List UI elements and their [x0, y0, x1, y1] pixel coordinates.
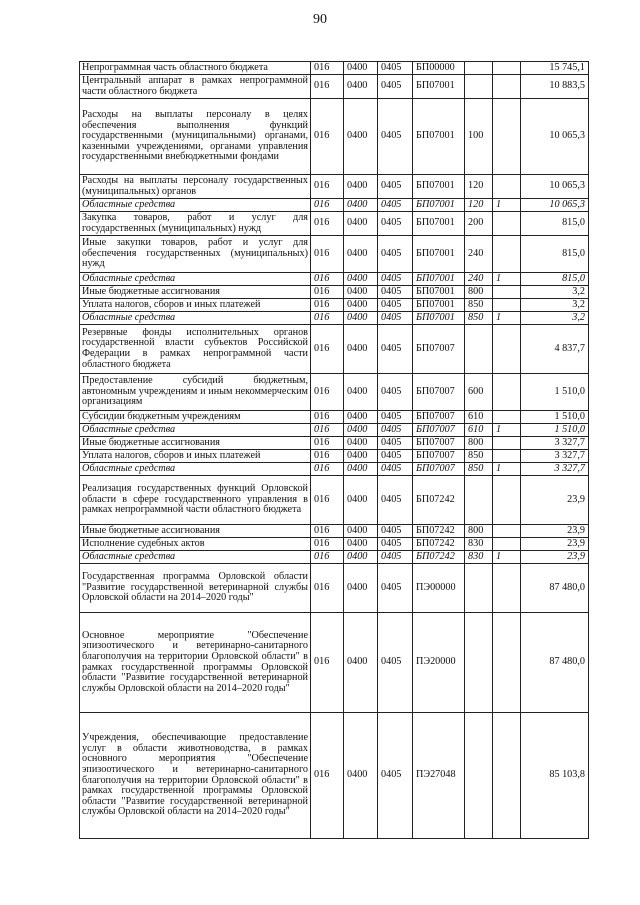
ministry-code-cell: 016 [311, 374, 344, 411]
target-article-cell: БП07001 [413, 175, 465, 199]
funding-source-cell [493, 450, 521, 463]
table-row [80, 286, 589, 299]
item-name-cell: Областные средства [80, 199, 311, 212]
funding-source-cell [493, 62, 521, 75]
subsection-code-cell: 0405 [378, 312, 413, 325]
section-code-cell: 0400 [344, 236, 378, 273]
subsection-code-cell: 0405 [378, 613, 413, 713]
subsection-code-cell: 0405 [378, 236, 413, 273]
ministry-code-cell: 016 [311, 99, 344, 175]
ministry-code-cell: 016 [311, 538, 344, 551]
amount-cell: 815,0 [521, 212, 589, 236]
amount-cell: 3 327,7 [521, 437, 589, 450]
subsection-code-cell: 0405 [378, 199, 413, 212]
target-article-cell: БП07001 [413, 99, 465, 175]
item-name-cell: Областные средства [80, 551, 311, 564]
subsection-code-cell: 0405 [378, 411, 413, 424]
funding-source-cell [493, 564, 521, 613]
amount-cell: 815,0 [521, 236, 589, 273]
table-row [80, 62, 589, 75]
item-name-cell: Иные бюджетные ассигнования [80, 437, 311, 450]
funding-source-cell [493, 411, 521, 424]
funding-source-cell: 1 [493, 424, 521, 437]
section-code-cell: 0400 [344, 713, 378, 839]
item-name-cell: Уплата налогов, сборов и иных платежей [80, 299, 311, 312]
ministry-code-cell: 016 [311, 199, 344, 212]
subsection-code-cell: 0405 [378, 450, 413, 463]
subsection-code-cell: 0405 [378, 424, 413, 437]
item-name-cell: Иные бюджетные ассигнования [80, 286, 311, 299]
expense-type-cell: 120 [465, 199, 493, 212]
item-name-cell: Закупка товаров, работ и услуг для государственных (муниципальных) нужд [80, 212, 311, 236]
amount-cell: 10 065,3 [521, 99, 589, 175]
amount-cell: 85 103,8 [521, 713, 589, 839]
target-article-cell: БП07242 [413, 476, 465, 525]
table-row [80, 75, 589, 99]
expense-type-cell: 800 [465, 437, 493, 450]
amount-cell: 23,9 [521, 538, 589, 551]
section-code-cell: 0400 [344, 199, 378, 212]
subsection-code-cell: 0405 [378, 286, 413, 299]
subsection-code-cell: 0405 [378, 99, 413, 175]
target-article-cell: БП07001 [413, 236, 465, 273]
table-row [80, 175, 589, 199]
expense-type-cell: 800 [465, 525, 493, 538]
funding-source-cell [493, 374, 521, 411]
ministry-code-cell: 016 [311, 299, 344, 312]
expense-type-cell: 240 [465, 273, 493, 286]
section-code-cell: 0400 [344, 75, 378, 99]
item-name-cell: Резервные фонды исполнительных органов государственной власти субъектов Российской Федерации в рамках непрограммной части областного бюджета [80, 325, 311, 374]
subsection-code-cell: 0405 [378, 564, 413, 613]
expense-type-cell [465, 476, 493, 525]
amount-cell: 4 837,7 [521, 325, 589, 374]
funding-source-cell [493, 236, 521, 273]
target-article-cell: БП07001 [413, 299, 465, 312]
target-article-cell: БП07007 [413, 463, 465, 476]
expense-type-cell: 600 [465, 374, 493, 411]
amount-cell: 87 480,0 [521, 613, 589, 713]
table-row [80, 312, 589, 325]
target-article-cell: БП07001 [413, 312, 465, 325]
ministry-code-cell: 016 [311, 551, 344, 564]
subsection-code-cell: 0405 [378, 463, 413, 476]
item-name-cell: Центральный аппарат в рамках непрограммной части областного бюджета [80, 75, 311, 99]
expense-type-cell [465, 713, 493, 839]
section-code-cell: 0400 [344, 476, 378, 525]
funding-source-cell: 1 [493, 551, 521, 564]
target-article-cell: БП07242 [413, 551, 465, 564]
item-name-cell: Расходы на выплаты персоналу в целях обеспечения выполнения функций государственными (муниципальными) органами, казенными учреждениями, органами управления государственными внебюджетными фондами [80, 99, 311, 175]
item-name-cell: Исполнение судебных актов [80, 538, 311, 551]
table-row [80, 713, 589, 839]
target-article-cell: БП07007 [413, 424, 465, 437]
section-code-cell: 0400 [344, 273, 378, 286]
target-article-cell: БП07001 [413, 199, 465, 212]
table-row [80, 538, 589, 551]
ministry-code-cell: 016 [311, 212, 344, 236]
subsection-code-cell: 0405 [378, 713, 413, 839]
item-name-cell: Областные средства [80, 424, 311, 437]
expense-type-cell: 100 [465, 99, 493, 175]
amount-cell: 87 480,0 [521, 564, 589, 613]
section-code-cell: 0400 [344, 525, 378, 538]
funding-source-cell [493, 476, 521, 525]
funding-source-cell [493, 525, 521, 538]
ministry-code-cell: 016 [311, 325, 344, 374]
expense-type-cell [465, 564, 493, 613]
section-code-cell: 0400 [344, 325, 378, 374]
target-article-cell: БП07242 [413, 525, 465, 538]
amount-cell: 3 327,7 [521, 463, 589, 476]
item-name-cell: Реализация государственных функций Орловской области в сфере государственного управления в рамках непрограммной части областного бюджета [80, 476, 311, 525]
item-name-cell: Непрограммная часть областного бюджета [80, 62, 311, 75]
subsection-code-cell: 0405 [378, 538, 413, 551]
expense-type-cell: 830 [465, 551, 493, 564]
expense-type-cell [465, 325, 493, 374]
ministry-code-cell: 016 [311, 525, 344, 538]
expense-type-cell [465, 62, 493, 75]
funding-source-cell [493, 299, 521, 312]
ministry-code-cell: 016 [311, 713, 344, 839]
subsection-code-cell: 0405 [378, 551, 413, 564]
ministry-code-cell: 016 [311, 476, 344, 525]
expense-type-cell: 850 [465, 463, 493, 476]
target-article-cell: ПЭ20000 [413, 613, 465, 713]
item-name-cell: Областные средства [80, 273, 311, 286]
funding-source-cell [493, 212, 521, 236]
target-article-cell: БП07007 [413, 325, 465, 374]
section-code-cell: 0400 [344, 212, 378, 236]
section-code-cell: 0400 [344, 286, 378, 299]
expense-type-cell [465, 75, 493, 99]
item-name-cell: Расходы на выплаты персоналу государственных (муниципальных) органов [80, 175, 311, 199]
amount-cell: 1 510,0 [521, 374, 589, 411]
subsection-code-cell: 0405 [378, 175, 413, 199]
table-row [80, 199, 589, 212]
table-row [80, 299, 589, 312]
amount-cell: 23,9 [521, 476, 589, 525]
subsection-code-cell: 0405 [378, 212, 413, 236]
table-row [80, 212, 589, 236]
section-code-cell: 0400 [344, 374, 378, 411]
subsection-code-cell: 0405 [378, 476, 413, 525]
target-article-cell: БП07007 [413, 437, 465, 450]
subsection-code-cell: 0405 [378, 273, 413, 286]
target-article-cell: БП07001 [413, 212, 465, 236]
expense-type-cell: 610 [465, 411, 493, 424]
expense-type-cell: 850 [465, 299, 493, 312]
table-row [80, 374, 589, 411]
item-name-cell: Областные средства [80, 463, 311, 476]
expense-type-cell: 240 [465, 236, 493, 273]
amount-cell: 1 510,0 [521, 424, 589, 437]
target-article-cell: БП07001 [413, 273, 465, 286]
subsection-code-cell: 0405 [378, 62, 413, 75]
section-code-cell: 0400 [344, 450, 378, 463]
table-row [80, 424, 589, 437]
amount-cell: 3 327,7 [521, 450, 589, 463]
section-code-cell: 0400 [344, 538, 378, 551]
target-article-cell: БП07001 [413, 75, 465, 99]
amount-cell: 3,2 [521, 299, 589, 312]
table-row [80, 273, 589, 286]
item-name-cell: Уплата налогов, сборов и иных платежей [80, 450, 311, 463]
section-code-cell: 0400 [344, 312, 378, 325]
funding-source-cell: 1 [493, 273, 521, 286]
table-row [80, 476, 589, 525]
amount-cell: 10 883,5 [521, 75, 589, 99]
ministry-code-cell: 016 [311, 236, 344, 273]
expense-type-cell: 830 [465, 538, 493, 551]
item-name-cell: Государственная программа Орловской области "Развитие государственной ветеринарной службы Орловской области на 2014–2020 годы" [80, 564, 311, 613]
section-code-cell: 0400 [344, 62, 378, 75]
expense-type-cell: 850 [465, 450, 493, 463]
table-row [80, 525, 589, 538]
target-article-cell: ПЭ00000 [413, 564, 465, 613]
ministry-code-cell: 016 [311, 312, 344, 325]
subsection-code-cell: 0405 [378, 325, 413, 374]
section-code-cell: 0400 [344, 613, 378, 713]
section-code-cell: 0400 [344, 551, 378, 564]
ministry-code-cell: 016 [311, 463, 344, 476]
funding-source-cell: 1 [493, 312, 521, 325]
ministry-code-cell: 016 [311, 424, 344, 437]
funding-source-cell [493, 437, 521, 450]
table-row [80, 236, 589, 273]
ministry-code-cell: 016 [311, 564, 344, 613]
ministry-code-cell: 016 [311, 273, 344, 286]
target-article-cell: БП00000 [413, 62, 465, 75]
item-name-cell: Иные бюджетные ассигнования [80, 525, 311, 538]
budget-table-body [80, 62, 589, 839]
ministry-code-cell: 016 [311, 286, 344, 299]
table-row [80, 437, 589, 450]
table-row [80, 411, 589, 424]
table-row [80, 551, 589, 564]
target-article-cell: ПЭ27048 [413, 713, 465, 839]
target-article-cell: БП07001 [413, 286, 465, 299]
table-row [80, 450, 589, 463]
section-code-cell: 0400 [344, 463, 378, 476]
funding-source-cell [493, 538, 521, 551]
section-code-cell: 0400 [344, 175, 378, 199]
item-name-cell: Основное мероприятие "Обеспечение эпизоотического и ветеринарно-санитарного благополучия на территории Орловской области" в рамках государственной программы Орловской области "Развитие государственной ветеринарной службы Орловской области на 2014–2020 годы" [80, 613, 311, 713]
amount-cell: 3,2 [521, 312, 589, 325]
expense-type-cell: 610 [465, 424, 493, 437]
funding-source-cell [493, 713, 521, 839]
subsection-code-cell: 0405 [378, 75, 413, 99]
amount-cell: 815,0 [521, 273, 589, 286]
item-name-cell: Иные закупки товаров, работ и услуг для обеспечения государственных (муниципальных) нужд [80, 236, 311, 273]
expense-type-cell: 800 [465, 286, 493, 299]
expense-type-cell: 120 [465, 175, 493, 199]
target-article-cell: БП07007 [413, 450, 465, 463]
section-code-cell: 0400 [344, 299, 378, 312]
page-number: 90 [313, 12, 327, 27]
amount-cell: 23,9 [521, 525, 589, 538]
expense-type-cell: 850 [465, 312, 493, 325]
amount-cell: 1 510,0 [521, 411, 589, 424]
amount-cell: 15 745,1 [521, 62, 589, 75]
item-name-cell: Предоставление субсидий бюджетным, автономным учреждениям и иным некоммерческим организациям [80, 374, 311, 411]
expense-type-cell [465, 613, 493, 713]
subsection-code-cell: 0405 [378, 525, 413, 538]
table-row [80, 564, 589, 613]
amount-cell: 10 065,3 [521, 175, 589, 199]
section-code-cell: 0400 [344, 424, 378, 437]
amount-cell: 10 065,3 [521, 199, 589, 212]
item-name-cell: Субсидии бюджетным учреждениям [80, 411, 311, 424]
budget-table [79, 61, 589, 839]
funding-source-cell: 1 [493, 463, 521, 476]
subsection-code-cell: 0405 [378, 374, 413, 411]
ministry-code-cell: 016 [311, 613, 344, 713]
table-row [80, 99, 589, 175]
ministry-code-cell: 016 [311, 450, 344, 463]
item-name-cell: Учреждения, обеспечивающие предоставление услуг в области животноводства, в рамках основного мероприятия "Обеспечение эпизоотического и ветеринарно-санитарного благополучия на территории Орловской области" в рамках государственной программы Орловской области "Развитие государственной ветеринарной службы Орловской области на 2014–2020 годы" [80, 713, 311, 839]
ministry-code-cell: 016 [311, 175, 344, 199]
table-row [80, 463, 589, 476]
funding-source-cell [493, 286, 521, 299]
target-article-cell: БП07242 [413, 538, 465, 551]
ministry-code-cell: 016 [311, 75, 344, 99]
funding-source-cell [493, 613, 521, 713]
table-row [80, 325, 589, 374]
section-code-cell: 0400 [344, 99, 378, 175]
subsection-code-cell: 0405 [378, 437, 413, 450]
section-code-cell: 0400 [344, 411, 378, 424]
item-name-cell: Областные средства [80, 312, 311, 325]
target-article-cell: БП07007 [413, 411, 465, 424]
ministry-code-cell: 016 [311, 437, 344, 450]
funding-source-cell [493, 99, 521, 175]
funding-source-cell: 1 [493, 199, 521, 212]
table-row [80, 613, 589, 713]
amount-cell: 23,9 [521, 551, 589, 564]
ministry-code-cell: 016 [311, 62, 344, 75]
funding-source-cell [493, 175, 521, 199]
funding-source-cell [493, 75, 521, 99]
section-code-cell: 0400 [344, 437, 378, 450]
section-code-cell: 0400 [344, 564, 378, 613]
expense-type-cell: 200 [465, 212, 493, 236]
funding-source-cell [493, 325, 521, 374]
subsection-code-cell: 0405 [378, 299, 413, 312]
ministry-code-cell: 016 [311, 411, 344, 424]
target-article-cell: БП07007 [413, 374, 465, 411]
amount-cell: 3,2 [521, 286, 589, 299]
